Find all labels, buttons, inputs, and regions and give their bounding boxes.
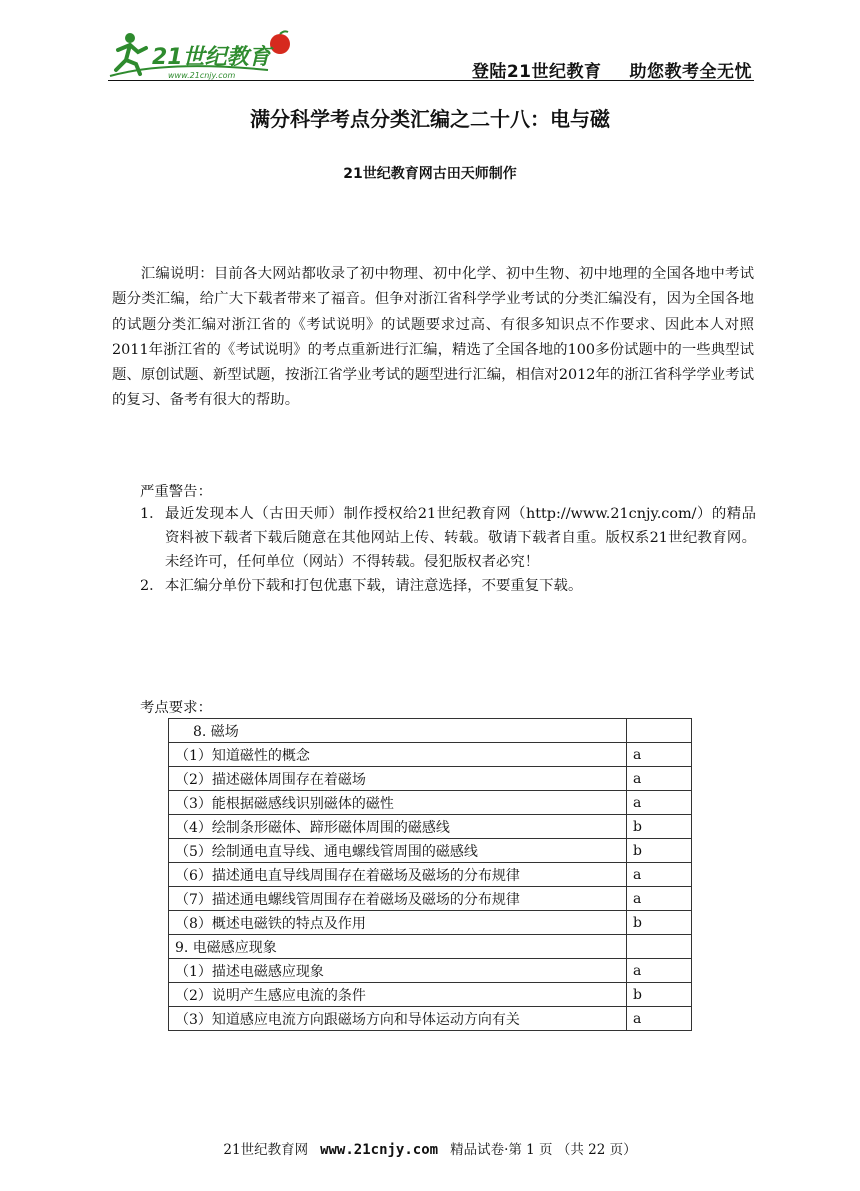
requirement-item: （5）绘制通电直导线、通电螺线管周围的磁感线 — [169, 839, 627, 863]
requirement-item: （2）描述磁体周围存在着磁场 — [169, 767, 627, 791]
requirement-level: a — [627, 1007, 692, 1031]
table-row — [169, 719, 692, 743]
logo-url: www.21cnjy.com — [168, 71, 236, 80]
table-row — [169, 887, 692, 911]
table-row — [169, 935, 692, 959]
footer-left: 21世纪教育网 — [223, 1142, 309, 1158]
requirement-level: a — [627, 863, 692, 887]
requirement-level: a — [627, 959, 692, 983]
requirement-item: 9. 电磁感应现象 — [169, 935, 627, 959]
logo-text: 21世纪教育 — [152, 45, 271, 70]
logo-graphic — [108, 30, 308, 82]
warning-item-number: 1． — [140, 506, 164, 522]
requirement-item: （7）描述通电螺线管周围存在着磁场及磁场的分布规律 — [169, 887, 627, 911]
requirement-level: b — [627, 815, 692, 839]
requirement-item: （1）知道磁性的概念 — [169, 743, 627, 767]
header-slogan — [472, 57, 752, 82]
requirement-item: （3）知道感应电流方向跟磁场方向和导体运动方向有关 — [169, 1007, 627, 1031]
requirements-table — [168, 718, 692, 1031]
requirement-item: （8）概述电磁铁的特点及作用 — [169, 911, 627, 935]
page-footer — [0, 1138, 860, 1158]
page-title: 满分科学考点分类汇编之二十八：电与磁 — [250, 107, 610, 131]
requirement-level: b — [627, 983, 692, 1007]
table-row — [169, 959, 692, 983]
table-row — [169, 911, 692, 935]
requirement-item: 8. 磁场 — [169, 719, 627, 743]
requirement-item: （4）绘制条形磁体、蹄形磁体周围的磁感线 — [169, 815, 627, 839]
slogan-left: 登陆21世纪教育 — [471, 62, 602, 82]
warning-item — [140, 502, 756, 574]
warning-item-number: 2． — [140, 578, 164, 594]
table-row — [169, 863, 692, 887]
requirement-level: b — [627, 839, 692, 863]
footer-site-link[interactable]: www.21cnjy.com — [320, 1142, 439, 1158]
table-row — [169, 743, 692, 767]
table-row — [169, 839, 692, 863]
table-row — [169, 1007, 692, 1031]
header-divider — [108, 80, 754, 81]
warning-item-text: 最近发现本人（古田天师）制作授权给21世纪教育网（http://www.21cnjy.com/）的精品资料被下载者下载后随意在其他网站上传、转载。敬请下载者自重。版权系21世纪教育网。未经许可，任何单位（网站）不得转载。侵犯版权者必究！ — [165, 506, 756, 570]
intro-paragraph: 汇编说明：目前各大网站都收录了初中物理、初中化学、初中生物、初中地理的全国各地中考试题分类汇编，给广大下载者带来了福音。但争对浙江省科学学业考试的分类汇编没有，因为全国各地的试题分类汇编对浙江省的《考试说明》的试题要求过高、有很多知识点不作要求、因此本人对照2011年浙江省的《考试说明》的考点重新进行汇编，精选了全国各地的100多份试题中的一些典型试题、原创试题、新型试题，按浙江省学业考试的题型进行汇编，相信对2012年的浙江省科学学业考试的复习、备考有很大的帮助。 — [112, 266, 754, 409]
warning-heading: 严重警告： — [140, 484, 212, 500]
requirement-item: （1）描述电磁感应现象 — [169, 959, 627, 983]
requirement-item: （2）说明产生感应电流的条件 — [169, 983, 627, 1007]
site-logo — [108, 30, 308, 82]
table-row — [169, 767, 692, 791]
requirement-level: a — [627, 887, 692, 911]
requirement-level — [627, 935, 692, 959]
warning-list — [140, 502, 756, 598]
slogan-right: 助您教考全无忧 — [629, 62, 752, 82]
warning-item — [140, 574, 756, 598]
requirement-level: a — [627, 743, 692, 767]
requirement-level — [627, 719, 692, 743]
table-row — [169, 791, 692, 815]
page-subtitle: 21世纪教育网古田天师制作 — [343, 166, 517, 182]
requirement-item: （6）描述通电直导线周围存在着磁场及磁场的分布规律 — [169, 863, 627, 887]
warning-item-text: 本汇编分单份下载和打包优惠下载，请注意选择，不要重复下载。 — [165, 578, 583, 594]
requirements-heading: 考点要求： — [140, 700, 212, 716]
requirement-level: a — [627, 767, 692, 791]
table-row — [169, 815, 692, 839]
requirement-level: a — [627, 791, 692, 815]
requirement-item: （3）能根据磁感线识别磁体的磁性 — [169, 791, 627, 815]
footer-page-info: 精品试卷·第 1 页 （共 22 页） — [450, 1142, 637, 1158]
requirement-level: b — [627, 911, 692, 935]
table-row — [169, 983, 692, 1007]
